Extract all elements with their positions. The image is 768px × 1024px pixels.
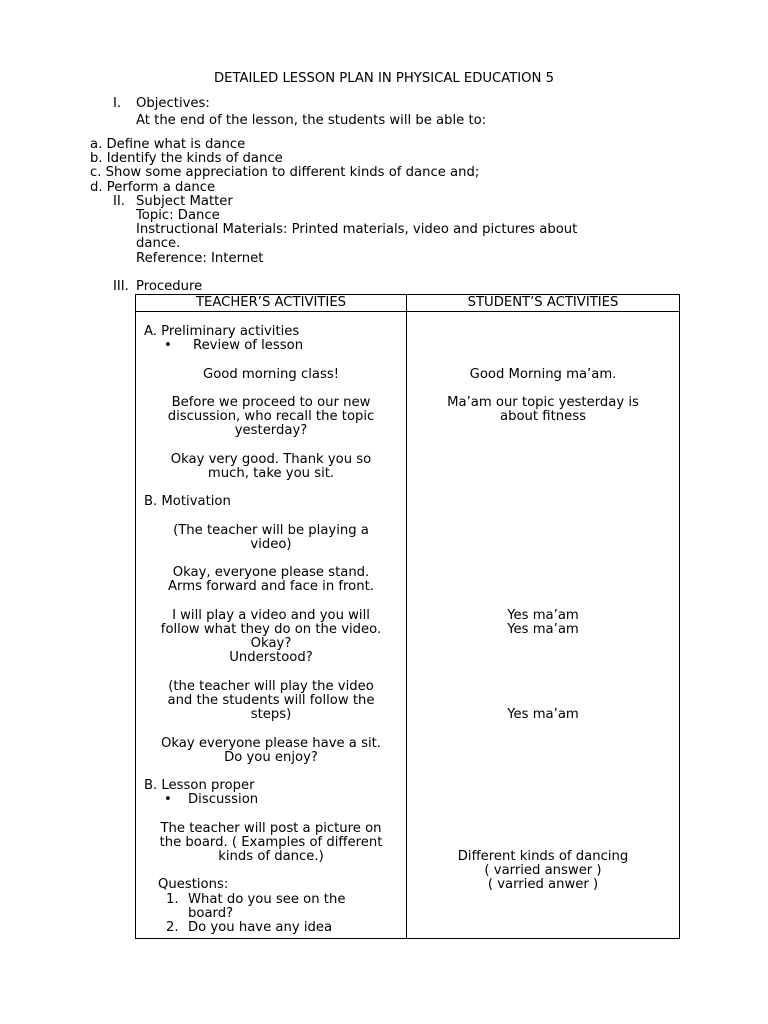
subject-reference: Reference: Internet xyxy=(136,251,264,266)
teacher-activities-header: TEACHER’S ACTIVITIES xyxy=(136,295,407,312)
question-1-line2: board? xyxy=(188,906,234,921)
teacher-activities-cell xyxy=(136,312,407,939)
student-activities-cell xyxy=(407,312,680,939)
teacher-follow-line1: (the teacher will play the video xyxy=(168,679,374,694)
teacher-recall-line2: discussion, who recall the topic xyxy=(167,409,375,424)
teacher-sit-line1: Okay everyone please have a sit. xyxy=(161,736,381,751)
question-1-number: 1. xyxy=(166,892,179,907)
objectives-intro: At the end of the lesson, the students will be able to: xyxy=(136,113,487,128)
objectives-heading: Objectives: xyxy=(136,96,210,111)
teacher-stand-line2: Arms forward and face in front. xyxy=(168,579,374,594)
teacher-follow-line3: steps) xyxy=(250,707,292,722)
teacher-stand-line1: Okay, everyone please stand. xyxy=(172,565,370,580)
teacher-sit-line2: Do you enjoy? xyxy=(224,750,318,765)
teacher-post-line3: kinds of dance.) xyxy=(218,849,324,864)
procedure-table xyxy=(135,294,680,939)
procedure-number: III. xyxy=(113,279,129,294)
student-topic-line2: about fitness xyxy=(500,409,586,424)
teacher-post-line1: The teacher will post a picture on xyxy=(160,821,382,836)
objective-item-b: b. Identify the kinds of dance xyxy=(90,151,283,166)
teacher-recall-line1: Before we proceed to our new xyxy=(171,395,371,410)
student-kinds-answer: Different kinds of dancing xyxy=(457,849,629,864)
bullet-icon: • xyxy=(164,338,172,353)
student-topic-line1: Ma’am our topic yesterday is xyxy=(447,395,639,410)
teacher-thanks-line2: much, take you sit. xyxy=(207,466,335,481)
teacher-post-line2: the board. ( Examples of different xyxy=(159,835,383,850)
teacher-play-line2: follow what they do on the video. xyxy=(160,622,382,637)
objectives-number: I. xyxy=(113,96,122,111)
procedure-heading: Procedure xyxy=(136,279,203,294)
student-varried-answer-1: ( varried answer ) xyxy=(484,863,602,878)
question-1-line1: What do you see on the xyxy=(188,892,346,907)
subject-matter-number: II. xyxy=(113,194,125,209)
subject-matter-heading: Subject Matter xyxy=(136,194,233,209)
teacher-follow-line2: and the students will follow the xyxy=(167,693,375,708)
student-answer-yes-2: Yes ma’am xyxy=(507,622,579,637)
bullet-icon: • xyxy=(164,792,172,807)
teacher-video-line1: (The teacher will be playing a xyxy=(173,523,369,538)
teacher-video-line2: video) xyxy=(250,537,292,552)
subject-materials-line1: Instructional Materials: Printed materials, video and pictures about xyxy=(136,222,578,237)
question-2-line: Do you have any idea xyxy=(188,920,333,935)
teacher-recall-line3: yesterday? xyxy=(234,423,308,438)
lesson-proper-heading: B. Lesson proper xyxy=(144,778,255,793)
discussion-item: Discussion xyxy=(188,792,259,807)
teacher-greeting: Good morning class! xyxy=(203,367,339,382)
objective-item-d: d. Perform a dance xyxy=(90,180,216,195)
objective-item-c: c. Show some appreciation to different kinds of dance and; xyxy=(90,165,480,180)
student-answer-yes-1: Yes ma’am xyxy=(507,608,579,623)
teacher-play-line4: Understood? xyxy=(229,650,313,665)
teacher-thanks-line1: Okay very good. Thank you so xyxy=(170,452,372,467)
document-title: DETAILED LESSON PLAN IN PHYSICAL EDUCATION 5 xyxy=(213,71,554,86)
student-greeting: Good Morning ma’am. xyxy=(469,367,617,382)
subject-materials-line2: dance. xyxy=(136,236,181,251)
questions-heading: Questions: xyxy=(158,877,229,892)
preliminary-heading: A. Preliminary activities xyxy=(144,324,300,339)
teacher-play-line3: Okay? xyxy=(250,636,292,651)
question-2-number: 2. xyxy=(166,920,179,935)
review-item: Review of lesson xyxy=(193,338,304,353)
student-answer-yes-3: Yes ma’am xyxy=(507,707,579,722)
student-varried-answer-2: ( varried anwer ) xyxy=(487,877,599,892)
motivation-heading: B. Motivation xyxy=(144,494,231,509)
teacher-play-line1: I will play a video and you will xyxy=(172,608,370,623)
subject-topic: Topic: Dance xyxy=(136,208,220,223)
objective-item-a: a. Define what is dance xyxy=(90,137,246,152)
student-activities-header: STUDENT’S ACTIVITIES xyxy=(407,295,680,312)
